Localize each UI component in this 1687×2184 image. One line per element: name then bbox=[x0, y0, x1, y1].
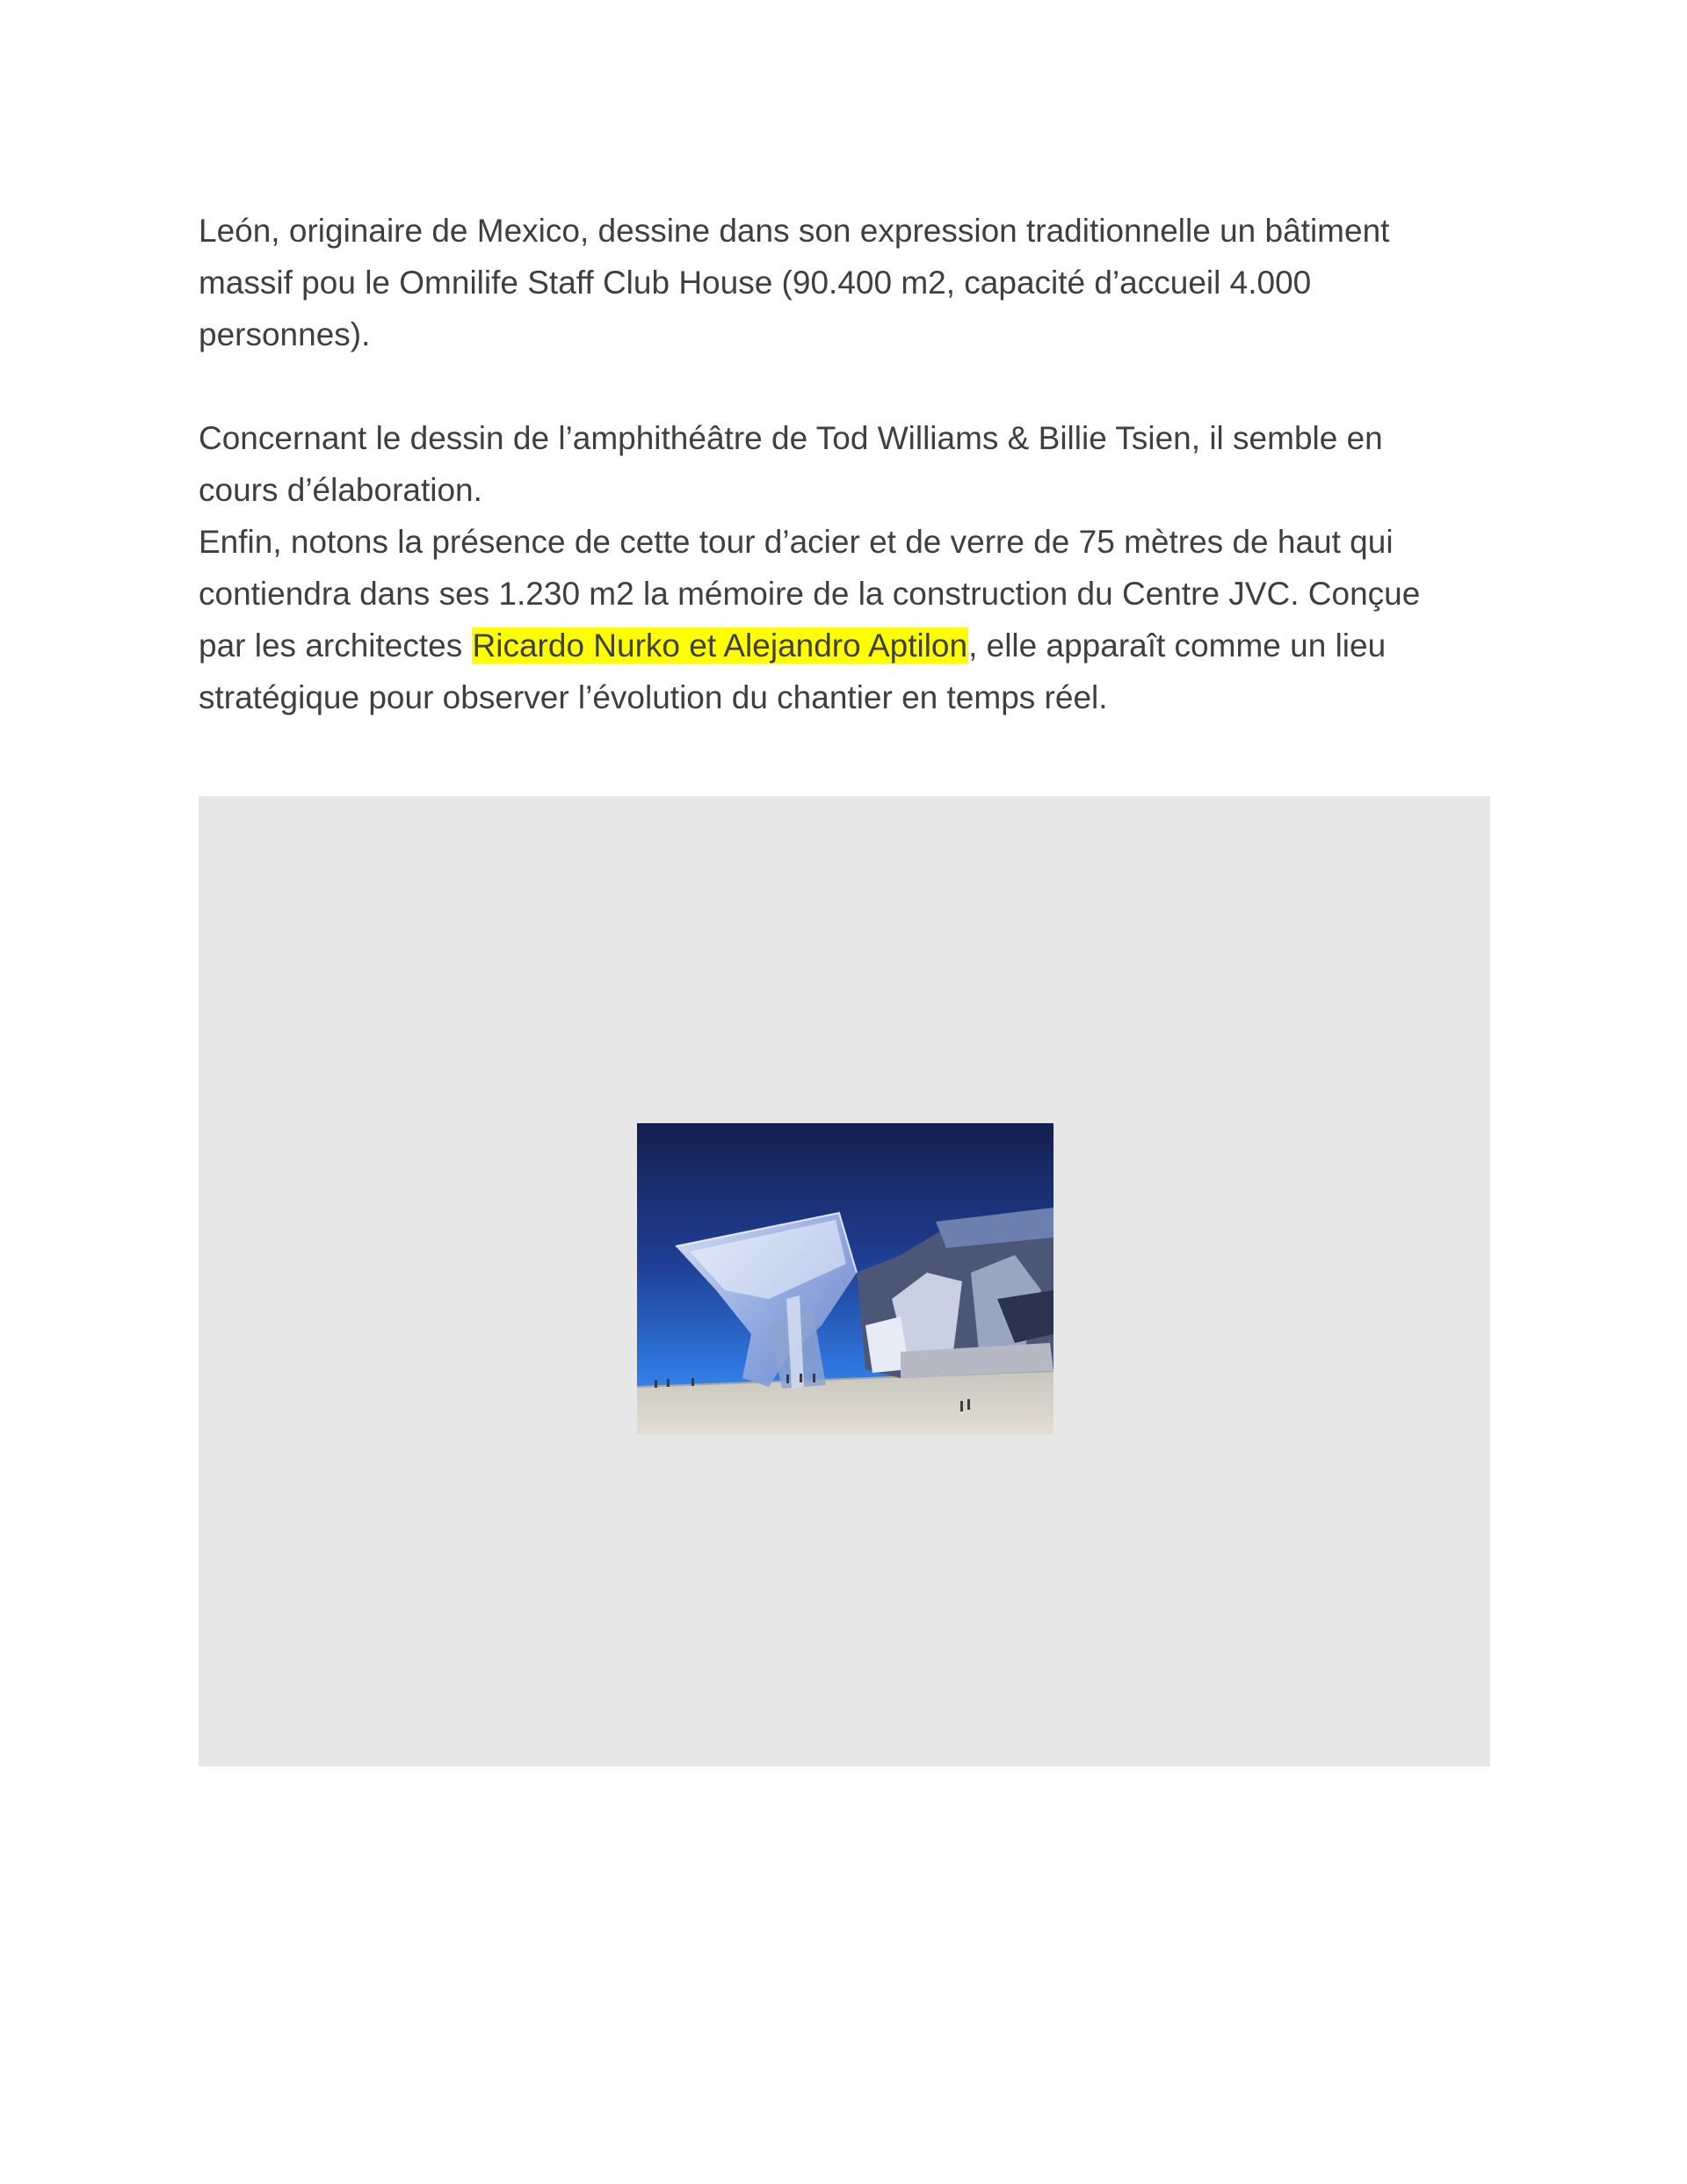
paragraph-leon bbox=[199, 205, 1499, 360]
figure-frame bbox=[199, 796, 1490, 1767]
text-line: Concernant le dessin de l’amphithéâtre de Tod Williams & Billie Tsien, il semble en bbox=[199, 420, 1383, 456]
text-line: Enfin, notons la présence de cette tour d’acier et de verre de 75 mètres de haut qui bbox=[199, 524, 1394, 560]
text-line: cours d’élaboration. bbox=[199, 472, 482, 508]
text-line: contiendra dans ses 1.230 m2 la mémoire de la construction du Centre JVC. Conçue bbox=[199, 576, 1421, 612]
architecture-photo bbox=[637, 1123, 1053, 1434]
text-line-with-highlight bbox=[199, 620, 1499, 671]
text-line: stratégique pour observer l’évolution du chantier en temps réel. bbox=[199, 679, 1108, 715]
highlighted-architects: Ricardo Nurko et Alejandro Aptilon bbox=[472, 628, 968, 664]
text-line: León, originaire de Mexico, dessine dans son expression traditionnelle un bâtiment bbox=[199, 213, 1390, 249]
text-line: massif pou le Omnilife Staff Club House (90.400 m2, capacité d’accueil 4.000 bbox=[199, 265, 1312, 301]
text-segment: , elle apparaît comme un lieu bbox=[968, 628, 1387, 664]
tower-render-image bbox=[637, 1123, 1053, 1434]
text-segment: par les architectes bbox=[199, 628, 472, 664]
paragraph-amphitheatre bbox=[199, 412, 1499, 723]
text-line: personnes). bbox=[199, 316, 371, 352]
